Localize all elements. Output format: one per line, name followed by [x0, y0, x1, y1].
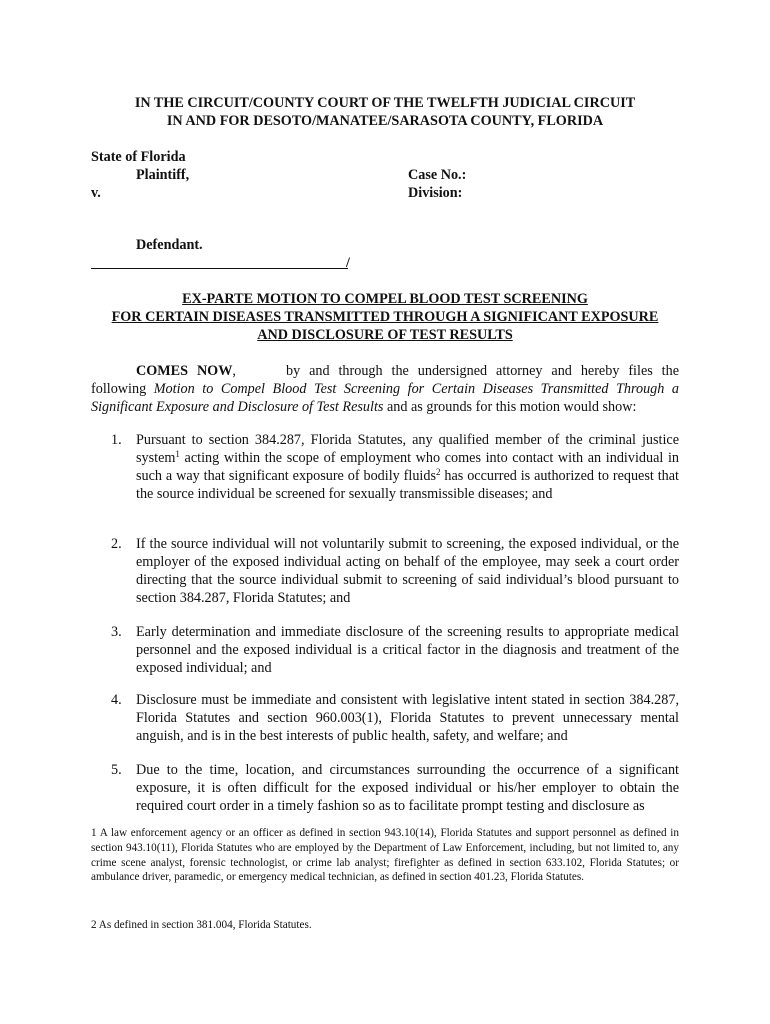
- caption-plaintiff: Plaintiff,: [136, 167, 190, 183]
- court-heading-line2: IN AND FOR DESOTO/MANATEE/SARASOTA COUNTY, FLORIDA: [166, 113, 604, 129]
- caption-state: State of Florida: [91, 149, 186, 165]
- footnote-1: 1 A law enforcement agency or an officer as defined in section 943.10(14), Florida Statutes and support personnel as defined in section 943.10(11), Florida Statutes who are employed by the Department of Law Enforcement, including, but not limited to, any crime scene analyst, forensic technologist, or crime lab analyst; firefighter as defined in section 633.102, Florida Statutes; or ambulance driver, paramedic, or emergency medical technician, as defined in section 401.23, Florida Statutes.: [91, 827, 679, 884]
- motion-title-line2: FOR CERTAIN DISEASES TRANSMITTED THROUGH A SIGNIFICANT EXPOSURE: [111, 309, 659, 325]
- list-item: Early determination and immediate disclosure of the screening results to appropriate medical personnel and the exposed individual is a critical factor in the diagnosis and treatment of the exposed individual; and: [136, 624, 679, 676]
- comes-now: COMES NOW: [136, 363, 233, 379]
- caption-division: Division:: [408, 185, 463, 201]
- intro-paragraph: COMES NOW, by and through the undersigned attorney and hereby files the following Motion to Compel Blood Test Screening for Certain Diseases Transmitted Through a Significant Exposure and Disclosure of Test Results and as grounds for this motion would show:: [91, 363, 680, 415]
- footnote-ref-1: 1: [175, 449, 180, 459]
- list-item: Pursuant to section 384.287, Florida Statutes, any qualified member of the criminal justice system$^1$ acting within the scope of employment who comes into contact with an individual in such a way that significant exposure of bodily fluids$^2$ has occurred is authorized to request that the source individual be screened for sexually transmissible diseases; and: [136, 432, 679, 502]
- footnote-2: 2 As defined in section 381.004, Florida Statutes.: [91, 919, 312, 931]
- motion-title-line1: EX-PARTE MOTION TO COMPEL BLOOD TEST SCREENING: [182, 291, 588, 307]
- list-item: If the source individual will not voluntarily submit to screening, the exposed individual, or the employer of the exposed individual acting on behalf of the employee, may seek a court order directing that the source individual submit to screening of said individual’s blood pursuant to section 384.287, Florida Statutes; and: [136, 536, 679, 606]
- court-heading-line1: IN THE CIRCUIT/COUNTY COURT OF THE TWELFTH JUDICIAL CIRCUIT: [134, 95, 636, 111]
- item-number: 5.: [111, 762, 122, 778]
- item-number: 1.: [111, 432, 122, 448]
- motion-title-line3: AND DISCLOSURE OF TEST RESULTS: [257, 327, 513, 343]
- intro-motion-title: Motion to Compel Blood Test Screening for Certain Diseases Transmitted Through a Significant Exposure and Disclosure of Test Results: [91, 381, 680, 415]
- caption-slash: /: [346, 255, 350, 271]
- caption-defendant: Defendant.: [136, 237, 203, 253]
- list-item: Disclosure must be immediate and consistent with legislative intent stated in section 384.287, Florida Statutes and section 960.003(1), Florida Statutes to prevent unnecessary mental anguish, and is in the best interests of public health, safety, and welfare; and: [136, 692, 679, 744]
- item-number: 4.: [111, 692, 122, 708]
- item-number: 2.: [111, 536, 122, 552]
- caption-versus: v.: [91, 185, 101, 201]
- item-number: 3.: [111, 624, 122, 640]
- caption-rule: [91, 268, 348, 269]
- footnote-ref-2: 2: [435, 467, 441, 477]
- caption-case-no: Case No.:: [408, 167, 467, 183]
- list-item: Due to the time, location, and circumstances surrounding the occurrence of a significant exposure, it is often difficult for the exposed individual or his/her employer to obtain the required court order in a timely fashion so as to facilitate prompt testing and disclosure as: [136, 762, 679, 814]
